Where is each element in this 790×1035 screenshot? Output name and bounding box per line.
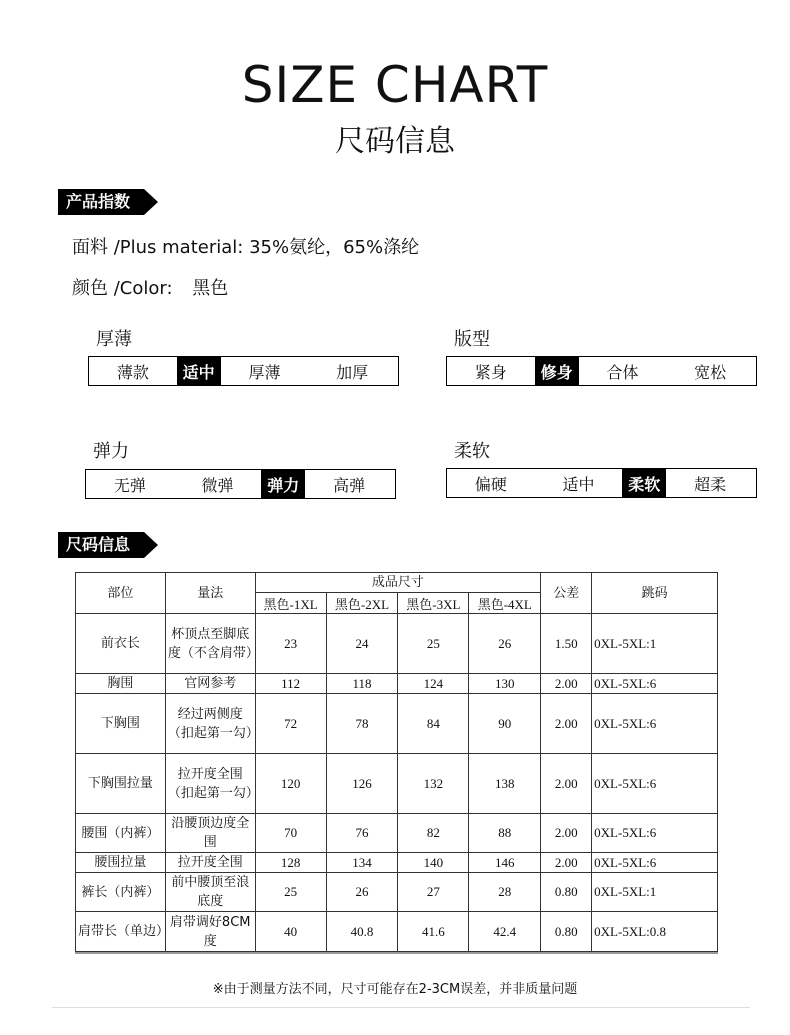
jump-cell: 0XL-5XL:6	[592, 694, 718, 754]
tolerance-cell: 0.80	[541, 912, 592, 952]
table-row	[76, 814, 718, 853]
product-section-tag-label: 产品指数	[58, 189, 144, 215]
size-table	[75, 572, 718, 952]
value-cell: 118	[326, 674, 398, 694]
value-cell: 40	[255, 912, 326, 952]
method-cell: 沿腰顶边度全围	[165, 814, 255, 853]
tolerance-cell: 2.00	[541, 694, 592, 754]
value-cell: 24	[326, 614, 398, 674]
color-label: 颜色 /Color:	[72, 278, 173, 299]
size-header: 黑色-1XL	[255, 593, 326, 614]
product-section-tag	[58, 189, 158, 215]
part-cell: 前衣长	[76, 614, 166, 674]
method-cell: 官网参考	[165, 674, 255, 694]
value-cell: 132	[398, 754, 469, 814]
bottom-divider	[52, 1007, 750, 1008]
part-cell: 裤长（内裤）	[76, 873, 166, 912]
value-cell: 28	[469, 873, 541, 912]
fit-option: 宽松	[694, 362, 727, 382]
part-cell: 腰围（内裤）	[76, 814, 166, 853]
value-cell: 82	[398, 814, 469, 853]
value-cell: 27	[398, 873, 469, 912]
value-cell: 76	[326, 814, 398, 853]
value-cell: 40.8	[326, 912, 398, 952]
attr-label-elasticity: 弹力	[93, 441, 129, 462]
color-line	[72, 274, 228, 300]
tolerance-cell: 2.00	[541, 674, 592, 694]
value-cell: 25	[255, 873, 326, 912]
jump-cell: 0XL-5XL:0.8	[592, 912, 718, 952]
method-cell: 经过两侧度（扣起第一勾）	[165, 694, 255, 754]
value-cell: 23	[255, 614, 326, 674]
col-jump-header: 跳码	[592, 573, 718, 614]
value-cell: 26	[326, 873, 398, 912]
part-cell: 下胸围	[76, 694, 166, 754]
table-row	[76, 614, 718, 674]
table-row	[76, 694, 718, 754]
value-cell: 126	[326, 754, 398, 814]
attr-label-fit: 版型	[454, 329, 490, 350]
part-cell: 肩带长（单边）	[76, 912, 166, 952]
tag-arrow-icon	[144, 532, 158, 558]
value-cell: 112	[255, 674, 326, 694]
value-cell: 88	[469, 814, 541, 853]
thickness-scale	[88, 356, 399, 386]
fit-option: 修身	[535, 357, 579, 385]
size-header: 黑色-2XL	[326, 593, 398, 614]
table-row	[76, 754, 718, 814]
value-cell: 128	[255, 853, 326, 873]
softness-option: 超柔	[694, 474, 727, 494]
attr-label-softness: 柔软	[454, 441, 490, 462]
footer-note: ※由于测量方法不同，尺寸可能存在2-3CM误差，并非质量问题	[212, 982, 578, 997]
part-cell: 胸围	[76, 674, 166, 694]
size-section-tag	[58, 532, 158, 558]
softness-option: 柔软	[622, 469, 666, 497]
elasticity-option: 弹力	[261, 470, 305, 498]
thickness-option: 薄款	[116, 362, 149, 382]
table-row	[76, 873, 718, 912]
method-cell: 拉开度全围（扣起第一勾）	[165, 754, 255, 814]
size-header: 黑色-4XL	[469, 593, 541, 614]
softness-scale	[446, 468, 757, 498]
method-cell: 前中腰顶至浪底度	[165, 873, 255, 912]
jump-cell: 0XL-5XL:1	[592, 873, 718, 912]
method-cell: 杯顶点至脚底度（不含肩带）	[165, 614, 255, 674]
table-header-row	[76, 573, 718, 593]
col-tolerance-header: 公差	[541, 573, 592, 614]
value-cell: 146	[469, 853, 541, 873]
attr-label-thickness: 厚薄	[96, 329, 132, 350]
table-bottom-rule	[75, 952, 718, 954]
elasticity-option: 微弹	[201, 475, 234, 495]
col-part-header: 部位	[76, 573, 166, 614]
value-cell: 41.6	[398, 912, 469, 952]
softness-option: 偏硬	[474, 474, 507, 494]
part-cell: 腰围拉量	[76, 853, 166, 873]
value-cell: 124	[398, 674, 469, 694]
value-cell: 72	[255, 694, 326, 754]
table-row	[76, 912, 718, 952]
col-finished-header: 成品尺寸	[255, 573, 541, 593]
value-cell: 130	[469, 674, 541, 694]
jump-cell: 0XL-5XL:6	[592, 853, 718, 873]
value-cell: 70	[255, 814, 326, 853]
value-cell: 25	[398, 614, 469, 674]
size-section-tag-label: 尺码信息	[58, 532, 144, 558]
method-cell: 拉开度全围	[165, 853, 255, 873]
tolerance-cell: 2.00	[541, 814, 592, 853]
method-cell: 肩带调好8CM度	[165, 912, 255, 952]
value-cell: 42.4	[469, 912, 541, 952]
size-header: 黑色-3XL	[398, 593, 469, 614]
value-cell: 78	[326, 694, 398, 754]
part-cell: 下胸围拉量	[76, 754, 166, 814]
material-line	[72, 233, 419, 259]
col-method-header: 量法	[165, 573, 255, 614]
value-cell: 26	[469, 614, 541, 674]
value-cell: 138	[469, 754, 541, 814]
jump-cell: 0XL-5XL:6	[592, 754, 718, 814]
tag-arrow-icon	[144, 189, 158, 215]
softness-option: 适中	[562, 474, 595, 494]
tolerance-cell: 2.00	[541, 853, 592, 873]
page-title: SIZE CHART	[241, 56, 549, 114]
jump-cell: 0XL-5XL:6	[592, 674, 718, 694]
elasticity-scale	[85, 469, 396, 499]
page-subtitle: 尺码信息	[335, 124, 455, 159]
value-cell: 84	[398, 694, 469, 754]
tolerance-cell: 2.00	[541, 754, 592, 814]
value-cell: 90	[469, 694, 541, 754]
thickness-option: 厚薄	[248, 362, 281, 382]
tolerance-cell: 1.50	[541, 614, 592, 674]
value-cell: 140	[398, 853, 469, 873]
thickness-option: 加厚	[336, 362, 369, 382]
jump-cell: 0XL-5XL:1	[592, 614, 718, 674]
fit-scale	[446, 356, 757, 386]
value-cell: 134	[326, 853, 398, 873]
color-value: 黑色	[192, 278, 229, 299]
table-row	[76, 674, 718, 694]
table-row	[76, 853, 718, 873]
fit-option: 紧身	[474, 362, 507, 382]
fit-option: 合体	[606, 362, 639, 382]
jump-cell: 0XL-5XL:6	[592, 814, 718, 853]
material-value: 35%氨纶，65%涤纶	[249, 237, 420, 258]
material-label: 面料 /Plus material:	[72, 237, 244, 258]
value-cell: 120	[255, 754, 326, 814]
elasticity-option: 高弹	[333, 475, 366, 495]
tolerance-cell: 0.80	[541, 873, 592, 912]
thickness-option: 适中	[177, 357, 221, 385]
elasticity-option: 无弹	[113, 475, 146, 495]
